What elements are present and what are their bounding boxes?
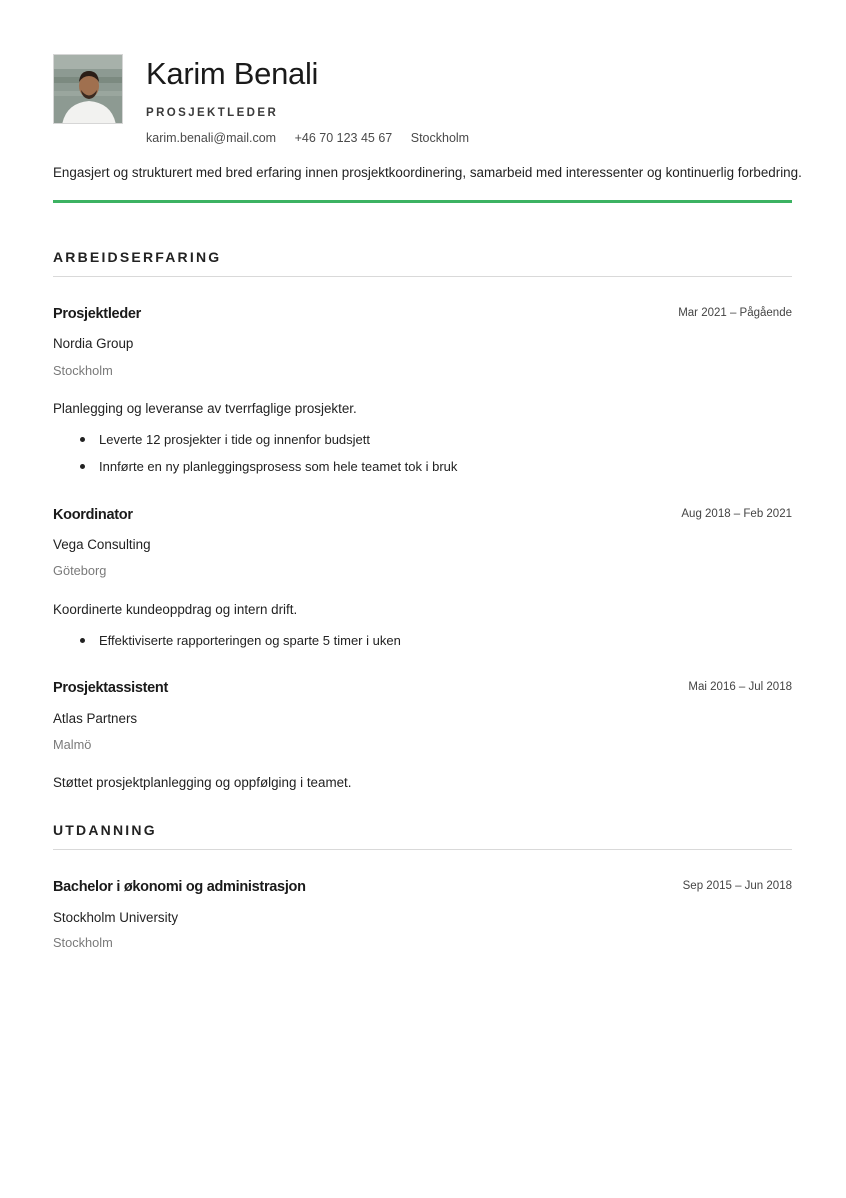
bullet-dot-icon [80,437,85,442]
candidate-name: Karim Benali [146,56,319,91]
contact-location: Stockholm [410,131,470,145]
candidate-title: PROSJEKTLEDER [146,107,279,119]
education-dates: Sep 2015 – Jun 2018 [682,880,792,892]
education-location: Stockholm [53,935,113,950]
job-location: Stockholm [53,363,113,378]
job-company: Vega Consulting [53,537,151,552]
profile-photo [53,54,123,124]
profile-summary: Engasjert og strukturert med bred erfaring innen prosjektkoordinering, samarbeid med interessenter og kontinuerlig forbedring. [53,165,802,180]
job-title: Prosjektleder [53,306,141,322]
job-dates: Mai 2016 – Jul 2018 [688,681,792,693]
job-location: Malmö [53,737,92,752]
section-divider [53,276,792,277]
bullet-dot-icon [80,464,85,469]
contact-phone[interactable]: +46 70 123 45 67 [294,131,393,145]
contact-line [146,130,484,146]
job-dates: Aug 2018 – Feb 2021 [681,508,792,520]
job-company: Atlas Partners [53,711,138,726]
section-divider [53,849,792,850]
job-dates: Mar 2021 – Pågående [678,307,792,319]
job-bullet-text: Innførte en ny planleggingsprosess som hele teamet tok i bruk [99,459,458,474]
education-school: Stockholm University [53,910,179,925]
job-title: Koordinator [53,507,133,523]
job-location: Göteborg [53,563,107,578]
job-description: Planlegging og leveranse av tverrfaglige prosjekter. [53,401,357,416]
bullet-dot-icon [80,638,85,643]
job-bullet-text: Leverte 12 prosjekter i tide og innenfor budsjett [99,432,371,447]
section-heading-experience: ARBEIDSERFARING [53,249,222,265]
job-company: Nordia Group [53,336,134,351]
accent-divider [53,200,792,203]
contact-email[interactable]: karim.benali@mail.com [146,131,277,145]
person-photo-icon [54,55,123,124]
job-description: Koordinerte kundeoppdrag og intern drift. [53,602,298,617]
job-description: Støttet prosjektplanlegging og oppfølging i teamet. [53,775,352,790]
resume-page [53,0,802,1198]
section-heading-education: UTDANNING [53,822,157,838]
education-degree: Bachelor i økonomi og administrasjon [53,879,306,895]
job-bullet-text: Effektiviserte rapporteringen og sparte 5 timer i uken [99,633,401,648]
job-title: Prosjektassistent [53,680,168,696]
